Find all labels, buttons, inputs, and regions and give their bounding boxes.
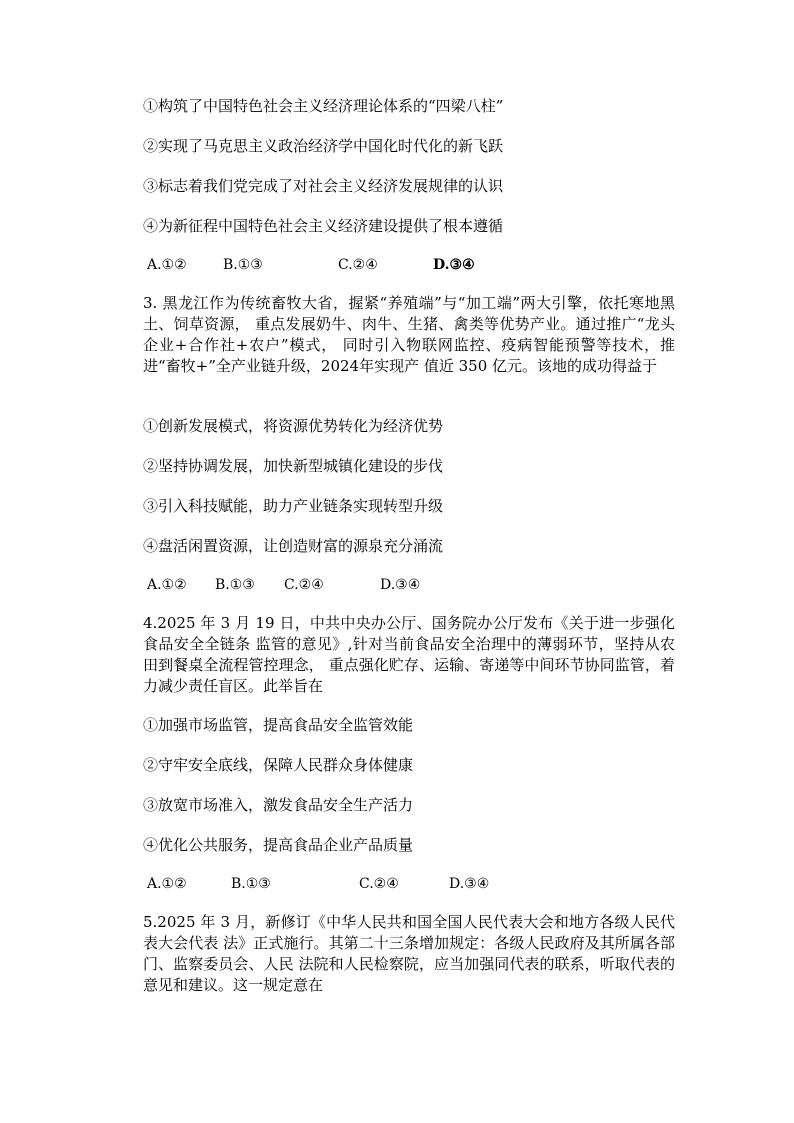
q4-choices bbox=[147, 874, 687, 894]
q2-choice-a: A.①② bbox=[147, 257, 187, 273]
q3-option-2: ②坚持协调发展，加快新型城镇化建设的步伐 bbox=[143, 457, 444, 475]
q2-choice-c: C.②④ bbox=[338, 257, 378, 273]
q5-stem: 5.2025 年 3 月，新修订《中华人民共和国全国人民代表大会和地方各级人民代表大会代表 法》正式施行。其第二十三条增加规定：各级人民政府及其所属各部门、监察委员会、人民 法院和人民检察院，应当加强同代表的联系，听取代表的意见和建议。这一规定意在 bbox=[143, 913, 675, 994]
q3-choice-a: A.①② bbox=[147, 577, 187, 593]
q3-choices bbox=[147, 575, 687, 595]
q3-stem: 3. 黑龙江作为传统畜牧大省，握紧“养殖端”与“加工端”两大引擎，依托寒地黑土、饲草资源， 重点发展奶牛、肉牛、生猪、禽类等优势产业。通过推广“龙头企业+合作社+农户”模式， 同时引入物联网监控、疫病智能预警等技术，推进“畜牧+”全产业链升级，2024年实现产 值近 350 亿元。该地的成功得益于 bbox=[143, 294, 675, 375]
q4-choice-d: D.③④ bbox=[449, 876, 490, 892]
q4-choice-c: C.②④ bbox=[359, 876, 399, 892]
q2-choices bbox=[147, 255, 687, 275]
q2-choice-b: B.①③ bbox=[223, 257, 263, 273]
q2-choice-d: D.③④ bbox=[433, 257, 475, 273]
q2-option-3: ③标志着我们党完成了对社会主义经济发展规律的认识 bbox=[143, 177, 504, 195]
q4-option-1: ①加强市场监管，提高食品安全监管效能 bbox=[143, 716, 414, 734]
q3-choice-c: C.②④ bbox=[284, 577, 324, 593]
q4-stem: 4.2025 年 3 月 19 日，中共中央办公厅、国务院办公厅发布《关于进一步强化食品安全全链条 监管的意见》,针对当前食品安全治理中的薄弱环节，坚持从农田到餐桌全流程管控理念， 重点强化贮存、运输、寄递等中间环节协同监管，着力减少责任盲区。此举旨在 bbox=[143, 614, 675, 695]
q2-option-2: ②实现了马克思主义政治经济学中国化时代化的新飞跃 bbox=[143, 137, 504, 155]
q3-option-4: ④盘活闲置资源，让创造财富的源泉充分涌流 bbox=[143, 537, 444, 555]
q3-option-3: ③引入科技赋能，助力产业链条实现转型升级 bbox=[143, 497, 444, 515]
q4-choice-a: A.①② bbox=[147, 876, 187, 892]
q4-option-2: ②守牢安全底线，保障人民群众身体健康 bbox=[143, 756, 414, 774]
q3-option-1: ①创新发展模式，将资源优势转化为经济优势 bbox=[143, 417, 444, 435]
q4-choice-b: B.①③ bbox=[231, 876, 271, 892]
q3-choice-b: B.①③ bbox=[215, 577, 255, 593]
q3-choice-d: D.③④ bbox=[380, 577, 421, 593]
q4-option-3: ③放宽市场准入，激发食品安全生产活力 bbox=[143, 796, 414, 814]
q2-option-4: ④为新征程中国特色社会主义经济建设提供了根本遵循 bbox=[143, 217, 504, 235]
q4-option-4: ④优化公共服务，提高食品企业产品质量 bbox=[143, 836, 414, 854]
q2-option-1: ①构筑了中国特色社会主义经济理论体系的“四梁八柱” bbox=[143, 97, 504, 115]
